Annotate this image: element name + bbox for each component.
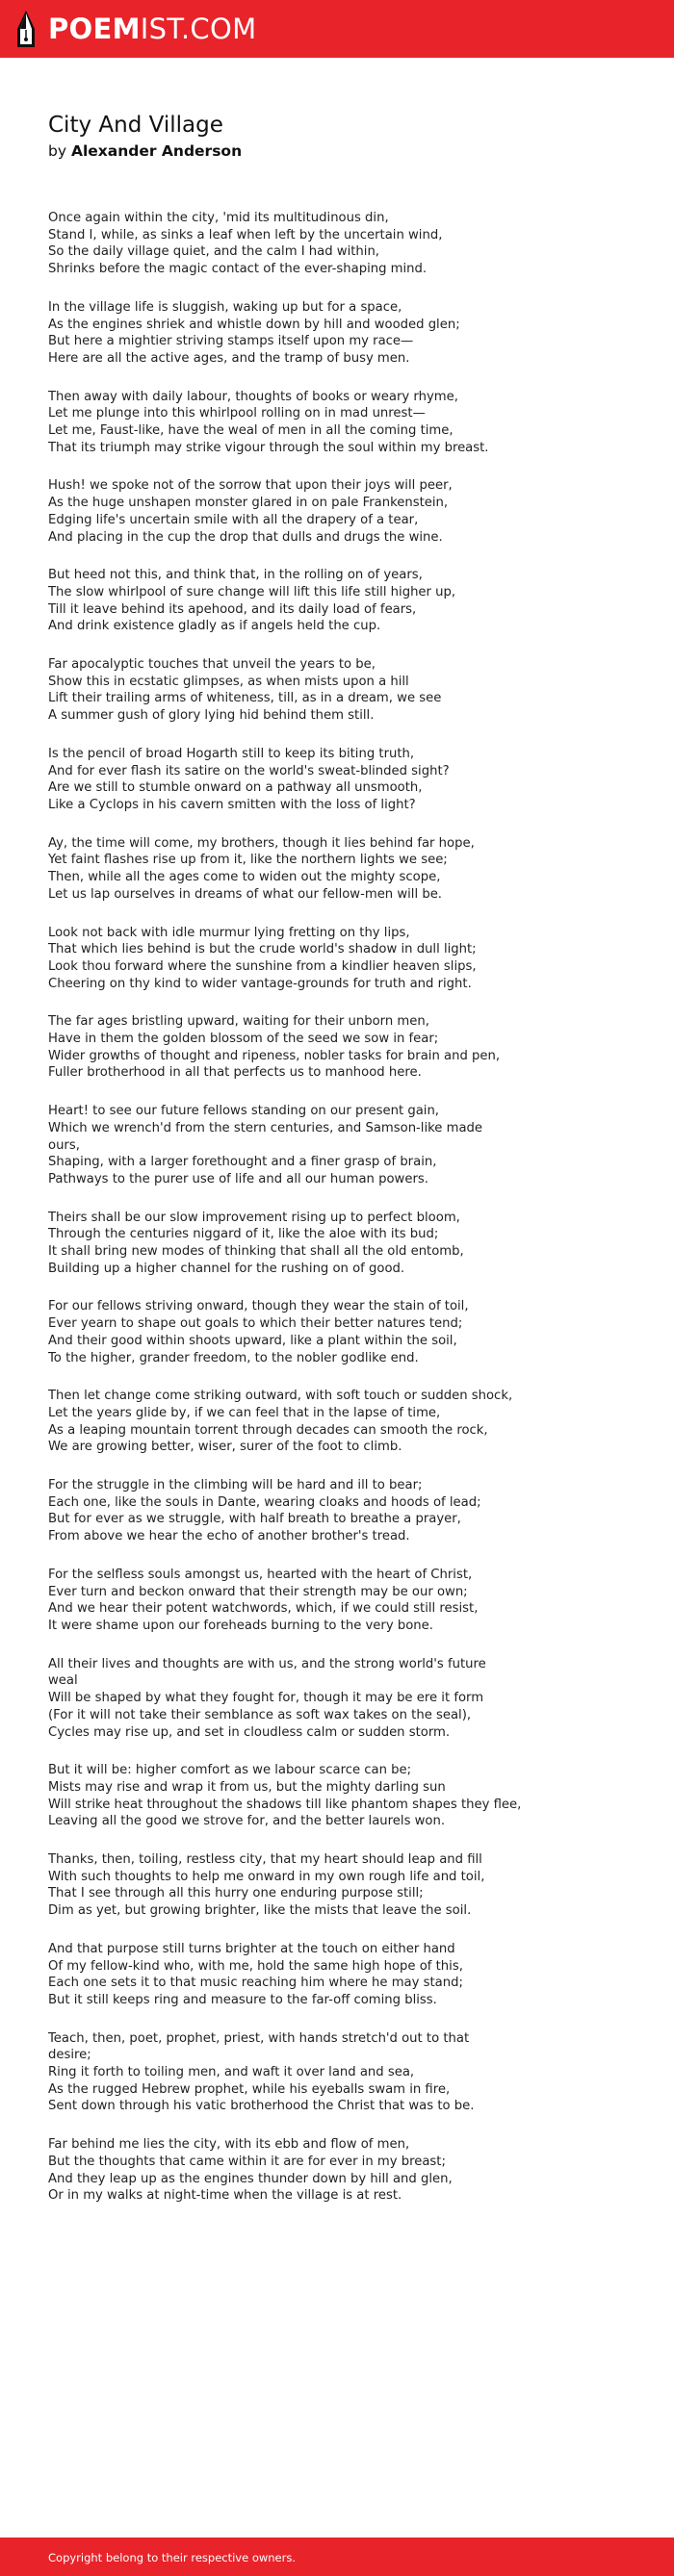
poem-line: Then away with daily labour, thoughts of books or weary rhyme,	[48, 389, 458, 404]
poem-line: Thanks, then, toiling, restless city, that my heart should leap and fill	[48, 1852, 482, 1868]
site-footer	[0, 2538, 674, 2576]
poem-line: Is the pencil of broad Hogarth still to keep its biting truth,	[48, 746, 415, 761]
poem-line: Stand I, while, as sinks a leaf when left by the uncertain wind,	[48, 227, 443, 242]
poem-line: Wider growths of thought and ripeness, nobler tasks for brain and pen,	[48, 1048, 501, 1063]
poem-line: Will be shaped by what they fought for, though it may be ere it form	[48, 1691, 484, 1706]
poem-line: It were shame upon our foreheads burning to the very bone.	[48, 1619, 433, 1633]
stanza	[48, 299, 645, 368]
poem-line: Or in my walks at night-time when the village is at rest.	[48, 2188, 402, 2204]
poem-line: In the village life is sluggish, waking up but for a space,	[48, 299, 402, 315]
stanza	[48, 746, 645, 814]
poem-line: And that purpose still turns brighter at the touch on either hand	[48, 1941, 455, 1956]
poem-line: Let the years glide by, if we can feel that in the lapse of time,	[48, 1405, 441, 1420]
poem-line: As the rugged Hebrew prophet, while his eyeballs swam in fire,	[48, 2081, 451, 2097]
poem-line: Like a Cyclops in his cavern smitten with the loss of light?	[48, 797, 416, 812]
poem-line: Lift their trailing arms of whiteness, till, as in a dream, we see	[48, 691, 442, 706]
poem-line: It shall bring new modes of thinking that shall all the old entomb,	[48, 1244, 464, 1260]
poem-line: Dim as yet, but growing brighter, like the mists that leave the soil.	[48, 1903, 472, 1919]
poem-line: But it still keeps ring and measure to the far-off coming bliss.	[48, 1992, 437, 2007]
stanza	[48, 477, 645, 546]
stanza	[48, 1656, 645, 1742]
poem-line: That I see through all this hurry one enduring purpose still;	[48, 1886, 424, 1901]
poem-line: Have in them the golden blossom of the seed we sow in fear;	[48, 1032, 439, 1047]
poem-line: And placing in the cup the drop that dulls and drugs the wine.	[48, 529, 443, 545]
poem-line: Are we still to stumble onward on a pathway all unsmooth,	[48, 780, 423, 796]
poem-line: (For it will not take their semblance as soft wax takes on the seal),	[48, 1707, 472, 1722]
poem-line: Mists may rise and wrap it from us, but the mighty darling sun	[48, 1779, 446, 1795]
author-name: Alexander Anderson	[70, 142, 243, 160]
poem-line: Far apocalyptic touches that unveil the years to be,	[48, 657, 376, 673]
poem-line: But it will be: higher comfort as we labour scarce can be;	[48, 1763, 412, 1778]
stanza	[48, 2136, 645, 2205]
stanza	[48, 210, 645, 278]
poem-line: With such thoughts to help me onward in my own rough life and toil,	[48, 1869, 485, 1884]
poem-line: All their lives and thoughts are with us, and the strong world's future	[48, 1656, 486, 1671]
stanza	[48, 835, 645, 904]
poem-line: As the huge unshapen monster glared in on pale Frankenstein,	[48, 496, 449, 511]
site-logo[interactable]	[15, 11, 256, 47]
logo-text-light: IST.COM	[140, 13, 257, 45]
poem-line: Each one, like the souls in Dante, wearing cloaks and hoods of lead;	[48, 1494, 481, 1510]
poem-line: desire;	[48, 2048, 91, 2063]
poem-line: Look not back with idle murmur lying fretting on thy lips,	[48, 925, 410, 940]
poem-line: Show this in ecstatic glimpses, as when mists upon a hill	[48, 674, 409, 689]
poem-line: But here a mightier striving stamps itself upon my race—	[48, 334, 414, 349]
poem-line: weal	[48, 1673, 78, 1689]
poem-line: Through the centuries niggard of it, like the aloe with its bud;	[48, 1227, 439, 1242]
fountain-pen-nib-icon	[15, 11, 37, 47]
poem-body	[48, 210, 645, 2205]
poem-line: And their good within shoots upward, like a plant within the soil,	[48, 1333, 457, 1348]
stanza	[48, 567, 645, 635]
poem-line: And we hear their potent watchwords, which, if we could still resist,	[48, 1601, 479, 1617]
poem-line: For the struggle in the climbing will be hard and ill to bear;	[48, 1478, 423, 1493]
poem-line: Ever turn and beckon onward that their strength may be our own;	[48, 1584, 468, 1599]
stanza	[48, 1567, 645, 1635]
copyright-notice: Copyright belong to their respective owners.	[48, 2551, 297, 2564]
poem-line: A summer gush of glory lying hid behind them still.	[48, 708, 375, 724]
poem-line: Hush! we spoke not of the sorrow that upon their joys will peer,	[48, 478, 453, 494]
stanza	[48, 1477, 645, 1545]
poem-line: Ay, the time will come, my brothers, though it lies behind far hope,	[48, 835, 475, 851]
stanza	[48, 1388, 645, 1456]
logo-text-bold: POEM	[48, 13, 141, 45]
poem-line: Of my fellow-kind who, with me, hold the same high hope of this,	[48, 1958, 463, 1974]
stanza	[48, 389, 645, 457]
poem-line: Heart! to see our future fellows standing on our present gain,	[48, 1104, 439, 1119]
poem-line: Which we wrench'd from the stern centuries, and Samson-like made	[48, 1120, 483, 1135]
poem-line: The far ages bristling upward, waiting for their unborn men,	[48, 1014, 429, 1030]
poem-line: Once again within the city, 'mid its multitudinous din,	[48, 211, 389, 225]
stanza	[48, 1941, 645, 2009]
poem-line: Look thou forward where the sunshine from a kindlier heaven slips,	[48, 958, 477, 974]
stanza	[48, 1762, 645, 1830]
poem-line: Let us lap ourselves in dreams of what our fellow-men will be.	[48, 886, 442, 902]
poem-line: Sent down through his vatic brotherhood the Christ that was to be.	[48, 2099, 475, 2114]
poem-line: And for ever flash its satire on the world's sweat-blinded sight?	[48, 763, 450, 778]
poem-line: So the daily village quiet, and the calm I had within,	[48, 244, 380, 260]
poem-line: As a leaping mountain torrent through decades can smooth the rock,	[48, 1422, 488, 1438]
poem-line: Ever yearn to shape out goals to which their better natures tend;	[48, 1316, 463, 1332]
logo-text	[48, 11, 256, 47]
stanza	[48, 1851, 645, 1920]
poem-line: Then, while all the ages come to widen out the mighty scope,	[48, 870, 441, 885]
by-label: by	[48, 142, 67, 160]
stanza	[48, 1103, 645, 1188]
poem-line: From above we hear the echo of another brother's tread.	[48, 1529, 410, 1544]
stanza	[48, 1210, 645, 1278]
poem-line: Cheering on thy kind to wider vantage-grounds for truth and right.	[48, 976, 472, 991]
poem-line: Ring it forth to toiling men, and waft it over land and sea,	[48, 2065, 415, 2080]
poem-content	[48, 111, 645, 2226]
poem-line: And drink existence gladly as if angels held the cup.	[48, 619, 381, 634]
stanza	[48, 656, 645, 725]
poem-line: Then let change come striking outward, with soft touch or sudden shock,	[48, 1389, 513, 1404]
poem-line: For our fellows striving onward, though they wear the stain of toil,	[48, 1299, 469, 1314]
poem-line: Leaving all the good we strove for, and the better laurels won.	[48, 1814, 446, 1829]
poem-line: Let me, Faust-like, have the weal of men in all the coming time,	[48, 423, 454, 439]
poem-line: Theirs shall be our slow improvement rising up to perfect bloom,	[48, 1210, 460, 1225]
poem-line: ours,	[48, 1137, 80, 1153]
poem-line: Fuller brotherhood in all that perfects us to manhood here.	[48, 1065, 422, 1081]
poem-line: Edging life's uncertain smile with all the drapery of a tear,	[48, 512, 419, 527]
poem-line: Till it leave behind its apehood, and its daily load of fears,	[48, 601, 417, 617]
stanza	[48, 1298, 645, 1366]
poem-line: For the selfless souls amongst us, hearted with the heart of Christ,	[48, 1567, 473, 1582]
poem-line: But for ever as we struggle, with half breath to breathe a prayer,	[48, 1512, 461, 1527]
poem-line: Yet faint flashes rise up from it, like the northern lights we see;	[48, 853, 448, 868]
poem-line: Cycles may rise up, and set in cloudless calm or sudden storm.	[48, 1724, 451, 1740]
poem-line: Here are all the active ages, and the tramp of busy men.	[48, 350, 410, 366]
poem-line: Building up a higher channel for the rushing on of good.	[48, 1261, 405, 1276]
poem-line: As the engines shriek and whistle down by hill and wooded glen;	[48, 317, 460, 332]
poem-line: But heed not this, and think that, in the rolling on of years,	[48, 568, 423, 583]
byline	[48, 140, 645, 162]
poem-line: But the thoughts that came within it are for ever in my breast;	[48, 2154, 446, 2169]
poem-line: Pathways to the purer use of life and all our human powers.	[48, 1171, 428, 1186]
poem-line: Shrinks before the magic contact of the ever-shaping mind.	[48, 262, 428, 277]
poem-line: And they leap up as the engines thunder down by hill and glen,	[48, 2171, 453, 2186]
poem-line: Teach, then, poet, prophet, priest, with hands stretch'd out to that	[48, 2030, 470, 2046]
poem-line: Will strike heat throughout the shadows till like phantom shapes they flee,	[48, 1797, 522, 1812]
poem-line: Far behind me lies the city, with its ebb and flow of men,	[48, 2137, 410, 2153]
stanza	[48, 925, 645, 993]
poem-line: That which lies behind is but the crude world's shadow in dull light;	[48, 942, 477, 957]
poem-line: Each one sets it to that music reaching him where he may stand;	[48, 1976, 463, 1991]
poem-line: The slow whirlpool of sure change will lift this life still higher up,	[48, 584, 456, 599]
poem-line: Let me plunge into this whirlpool rolling on in mad unrest—	[48, 406, 426, 421]
poem-line: To the higher, grander freedom, to the nobler godlike end.	[48, 1350, 419, 1365]
site-header	[0, 0, 674, 58]
poem-title: City And Village	[48, 113, 223, 138]
poem-line: We are growing better, wiser, surer of the foot to climb.	[48, 1440, 402, 1455]
stanza	[48, 2030, 645, 2116]
poem-line: That its triumph may strike vigour through the soul within my breast.	[48, 440, 489, 455]
poem-line: Shaping, with a larger forethought and a finer grasp of brain,	[48, 1155, 437, 1170]
stanza	[48, 1013, 645, 1082]
